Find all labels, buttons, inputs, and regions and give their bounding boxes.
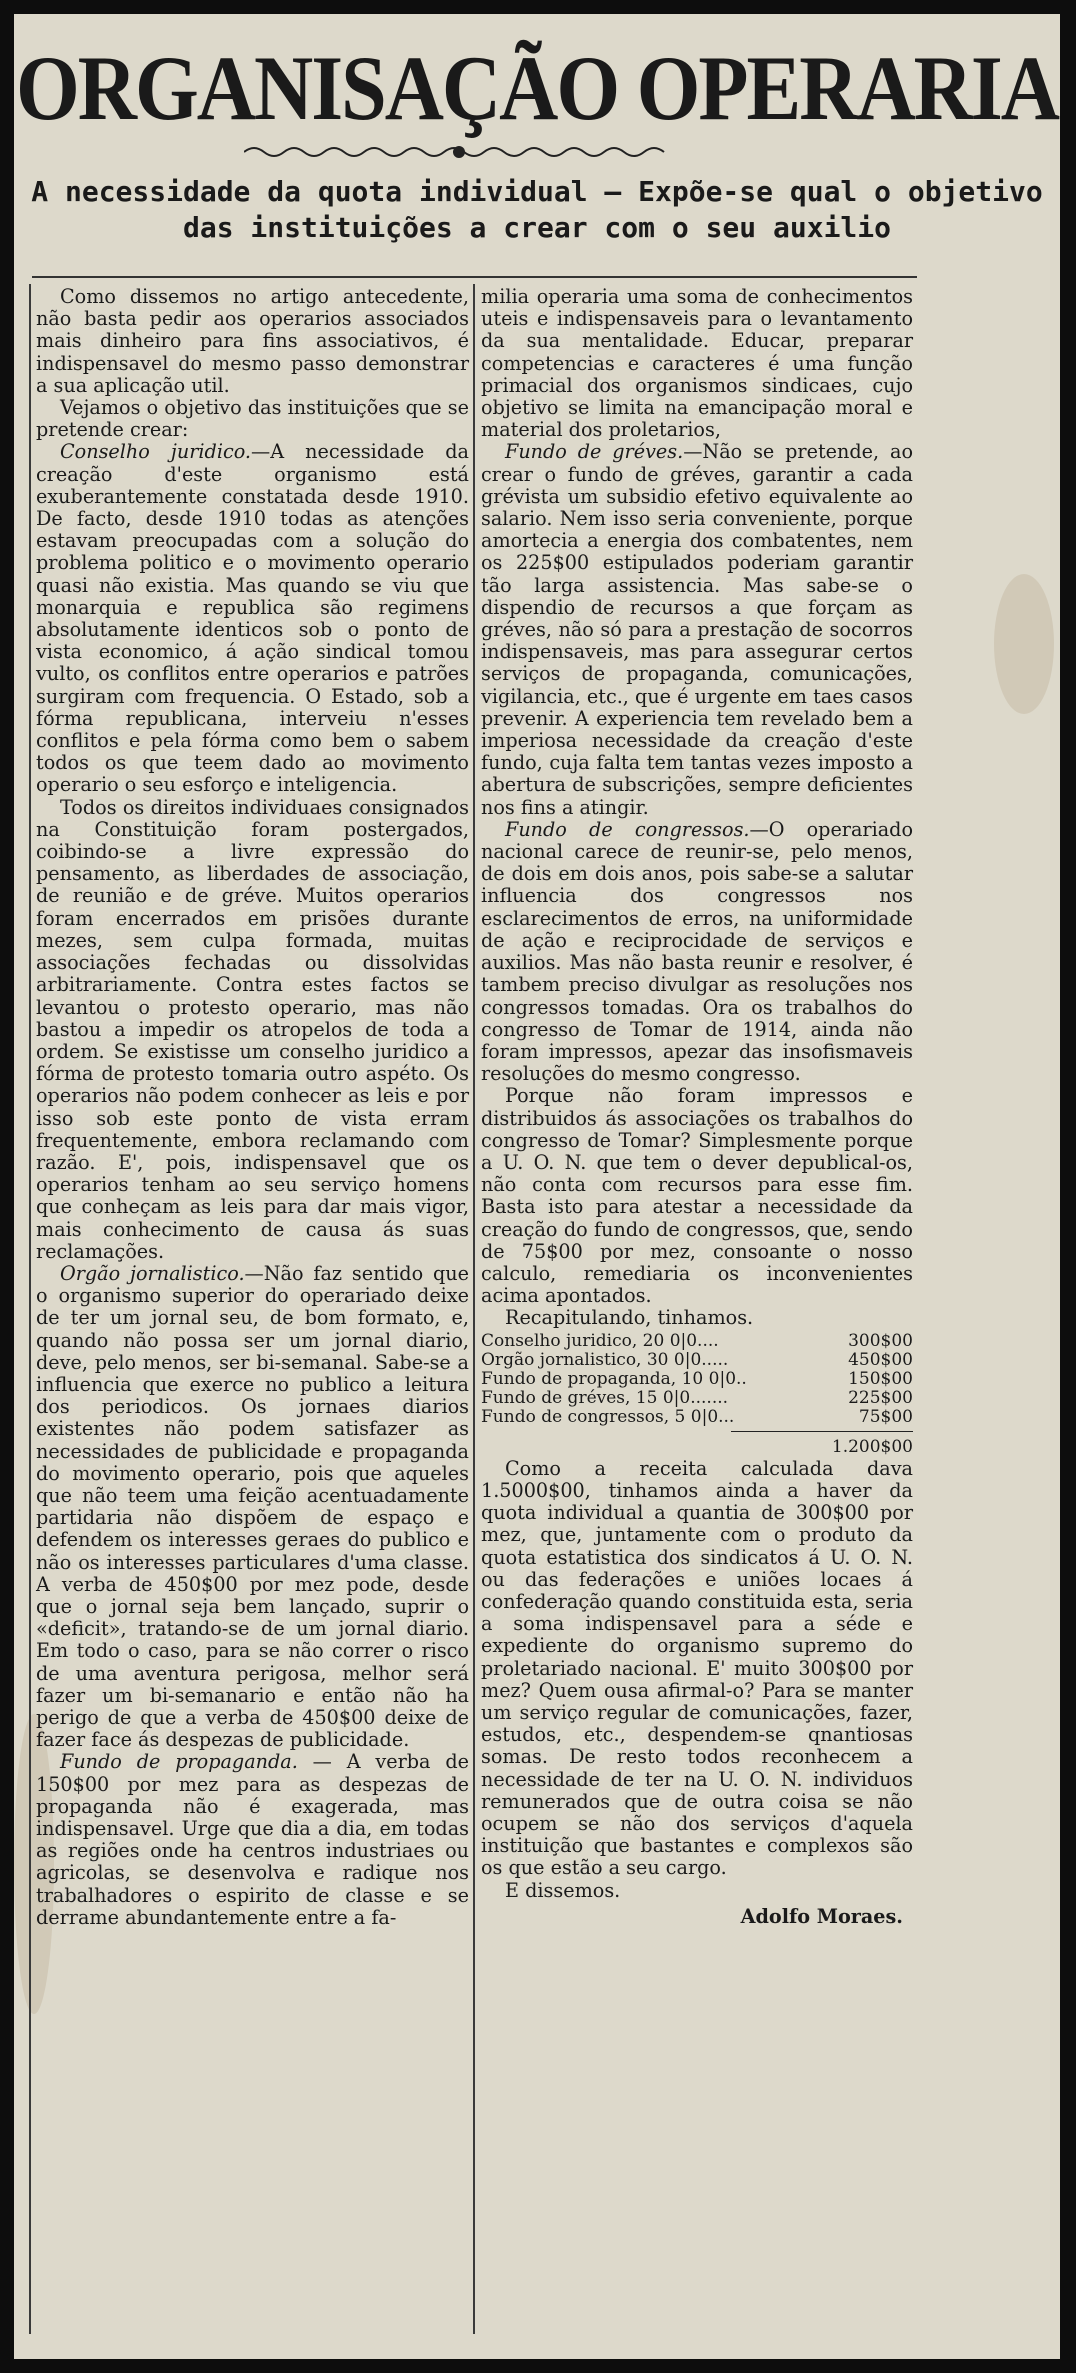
budget-row: Conselho juridico, 20 0|0.... 300$00: [481, 1330, 913, 1351]
subheadline-line-2: das instituições a crear com o seu auxilio: [182, 211, 891, 244]
paragraph-fundo-congressos: Fundo de congressos.—O operariado nacional carece de reunir-se, pelo menos, de dois em dois anos, pois sabe-se a salutar influencia dos congressos nos esclarecimentos de erros, na uniformidade de ação e reciprocidade de serviços e auxilios. Mas não basta reunir e resolver, é tambem preciso divulgar as resoluções nos congressos tomadas. Ora os trabalhos do congresso de Tomar de 1914, ainda não foram impressos, apezar das insofismaveis resoluções do mesmo congresso.: [481, 817, 913, 1086]
section-label: Fundo de propaganda.: [60, 1750, 298, 1774]
paragraph: E dissemos.: [505, 1878, 621, 1902]
paragraph-conselho-juridico: Conselho juridico.—A necessidade da creação d'este organismo está exuberantemente constatada desde 1910. De facto, desde 1910 todas as atenções estavam preocupadas com a solução do problema politico e o movimento operario quasi não existia. Mas quando se viu que monarquia e republica são regimens absolutamente identicos sob o ponto de vista economico, á ação sindical tomou vulto, os conflitos entre operarios e patrões surgiram com frequencia. O Estado, sob a fórma republicana, interveiu n'esses conflitos e pela fórma como bem o sabem todos os que teem dado ao movimento operario o seu esforço e inteligencia.: [36, 440, 469, 797]
column-rule-left: [29, 284, 31, 2334]
budget-row: Orgão jornalistico, 30 0|0..... 450$00: [481, 1349, 913, 1370]
paragraph: Como dissemos no artigo antecedente, não basta pedir aos operarios associados mais dinheiro para fins associativos, é indispensavel do mesmo passo demonstrar a sua aplicação util.: [36, 285, 469, 397]
wavy-ornament: [244, 141, 674, 163]
column-rule-center: [473, 284, 475, 2334]
budget-row: Fundo de congressos, 5 0|0... 75$00: [481, 1406, 913, 1427]
subheadline-line-1: A necessidade da quota individual — Expõe-se qual o objetivo: [31, 175, 1043, 208]
paragraph: Vejamos o objetivo das instituições que se pretende crear:: [36, 396, 469, 442]
article-left-column: [36, 286, 469, 1929]
paragraph-fundo-greves: Fundo de gréves.—Não se pretende, ao crear o fundo de gréves, garantir a cada grévista um subsidio efetivo equivalente ao salario. Nem isso seria conveniente, porque amortecia a energia dos combatentes, nem os 225$00 estipulados poderiam garantir tão larga assistencia. Mas sabe-se o dispendio de recursos a que forçam as gréves, não só para a prestação de socorros indispensaveis, mas para assegurar certos serviços de propaganda, comunicações, vigilancia, etc., que é urgente em taes casos prevenir. A experiencia tem revelado bem a imperiosa necessidade da creação d'este fundo, cuja falta tem tantas vezes imposto a abertura de subscrições, sempre deficientes nos fins a atingir.: [481, 440, 913, 819]
section-label: Conselho juridico.: [60, 440, 252, 464]
paper-stain: [994, 574, 1054, 714]
budget-row: Fundo de gréves, 15 0|0....... 225$00: [481, 1387, 913, 1408]
budget-total: 1.200$00: [831, 1436, 913, 1457]
article-right-column: [481, 286, 913, 1928]
paragraph: milia operaria uma soma de conhecimentos uteis e indispensaveis para o levantamento da sua mentalidade. Educar, preparar competencias e caracteres é uma função primacial dos organismos sindicaes, cujo objetivo se limita na emancipação moral e material dos proletarios,: [481, 285, 913, 442]
paragraph: Como a receita calculada dava 1.5000$00, tinhamos ainda a haver da quota individual a quantia de 300$00 por mez, que, juntamente com o produto da quota estatistica dos sindicatos á U. O. N. ou das federações e uniões locaes á confederação quando constituida esta, seria a soma indispensavel para a séde e expediente do organismo supremo do proletariado nacional. E' muito 300$00 por mez? Quem ousa afirmal-o? Para se manter um serviço regular de comunicações, fazer, estudos, etc., despendem-se qnantiosas somas. De resto todos reconhecem a necessidade de ter na U. O. N. individuos remunerados que de outra coisa se não ocupem se não dos serviços d'aquela instituição que bastantes e complexos são os que estão a seu cargo.: [481, 1456, 913, 1880]
total-rule: [731, 1431, 913, 1432]
subheadline: [14, 174, 1060, 246]
budget-table: [481, 1332, 913, 1427]
paragraph-orgao-jornalistico: Orgão jornalistico.—Não faz sentido que o organismo superior do operariado deixe de ter um jornal seu, de bom formato, e, quando não possa ser um jornal diario, deve, pelo menos, ser bi-semanal. Sabe-se a influencia que exerce no publico a leitura dos periodicos. Os jornaes diarios existentes não podem satisfazer as necessidades de publicidade e propaganda do movimento operario, pois que aqueles que não teem uma feição acentuadamente partidaria não dispõem de espaço e defendem os interesses geraes do publico e não os interesses particulares d'uma classe. A verba de 450$00 por mez pode, desde que o jornal seja bem lançado, suprir o «deficit», tratando-se de um jornal diario. Em todo o caso, para se não correr o risco de uma aventura perigosa, melhor será fazer um bi-semanario e então não ha perigo de que a verba de 450$00 deixe de fazer face ás despezas de publicidade.: [36, 1261, 469, 1752]
paragraph: Porque não foram impressos e distribuidos ás associações os trabalhos do congresso de Tomar? Simplesmente porque a U. O. N. que tem o dever depublical-os, não conta com recursos para esse fim. Basta isto para atestar a necessidade da creação do fundo de congressos, que, sendo de 75$00 por mez, consoante o nosso calculo, remediaria os inconvenientes acima apontados.: [481, 1084, 913, 1308]
section-label: Fundo de congressos.: [505, 817, 750, 841]
author-signature: Adolfo Moraes.: [740, 1904, 903, 1928]
paragraph: Todos os direitos individuaes consignados na Constituição foram postergados, coibindo-se a livre expressão do pensamento, as liberdades de associação, de reunião e de gréve. Muitos operarios foram encerrados em prisões durante mezes, sem culpa formada, muitas associações fechadas ou dissolvidas arbitrariamente. Contra estes factos se levantou o protesto operario, mas não bastou a impedir os atropelos de toda a ordem. Se existisse um conselho juridico a fórma de protesto tomaria outro aspéto. Os operarios não podem conhecer as leis e por isso sob este ponto de vista erram frequentemente, embora reclamando com razão. E', pois, indispensavel que os operarios tenham ao seu serviço homens que conheçam as leis para dar mais vigor, mais conhecimento de causa ás suas reclamações.: [36, 795, 469, 1263]
section-label: Orgão jornalistico.: [60, 1261, 245, 1285]
header-divider: [32, 276, 917, 278]
headline: ORGANISAÇÃO OPERARIA: [15, 37, 1058, 140]
paragraph-fundo-propaganda: Fundo de propaganda. — A verba de 150$00 por mez para as despezas de propaganda não é exagerada, mas indispensavel. Urge que dia a dia, em todas as regiões onde ha centros industriaes ou agricolas, se desenvolva e radique nos trabalhadores o espirito de classe e se derrame abundantemente entre a fa-: [36, 1750, 469, 1929]
section-label: Fundo de gréves.: [505, 440, 684, 464]
budget-row: Fundo de propaganda, 10 0|0.. 150$00: [481, 1368, 913, 1389]
newspaper-clipping: [14, 14, 1060, 2359]
paragraph: Recapitulando, tinhamos.: [505, 1306, 754, 1330]
